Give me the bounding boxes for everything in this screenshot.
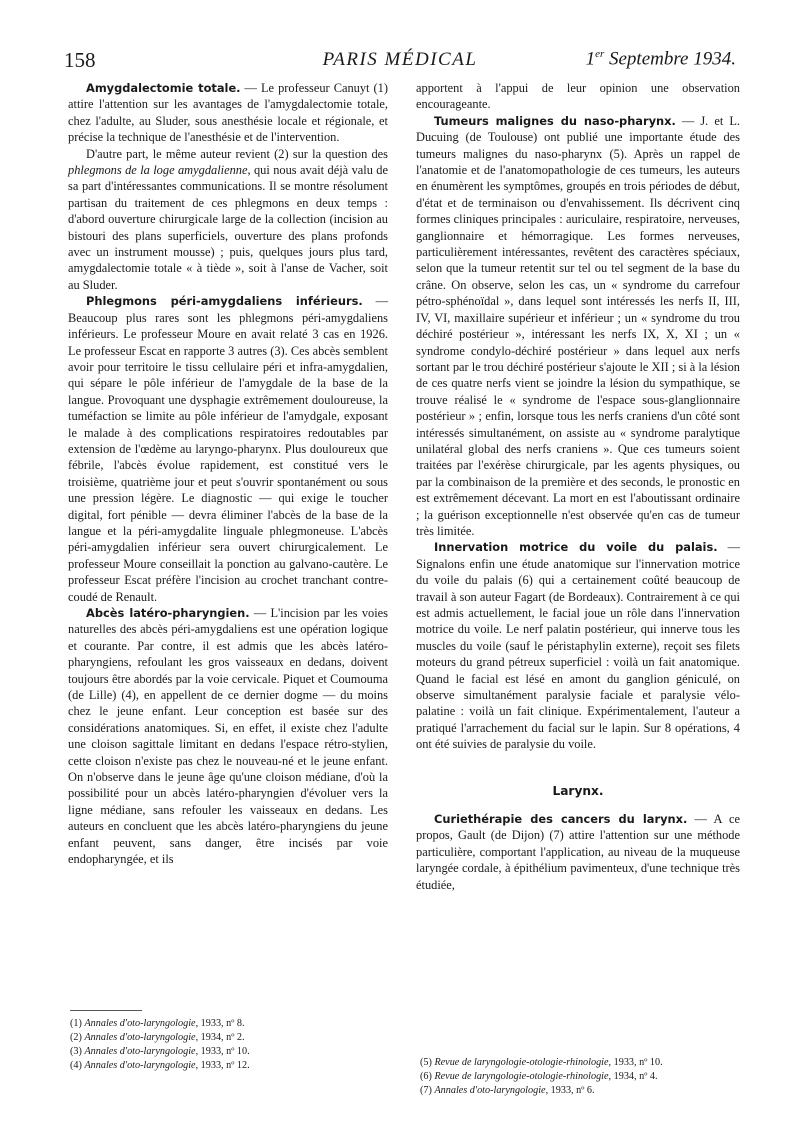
run-in-heading: Phlegmons péri-amygdaliens inférieurs.: [86, 294, 363, 309]
paragraph-abces-latero: [68, 605, 388, 868]
footnote-title: Revue de laryngologie-otologie-rhinologie: [434, 1057, 609, 1068]
footnote: [420, 1070, 740, 1084]
paragraph-phlegmons-loge: [68, 146, 388, 294]
paragraph-amygdalectomie: [68, 80, 388, 146]
footnote: [70, 1045, 370, 1059]
footnote: [420, 1056, 740, 1070]
issue-date-day: 1: [585, 48, 596, 70]
footnote-ref: , 1934, nº 2.: [195, 1032, 245, 1043]
paragraph-text: — J. et L. Ducuing (de Toulouse) ont publié une importante étude des tumeurs malignes du naso-pharynx (5). Après un rappel de l'anatomie et de l'anatomopathologie de ces tumeurs, les auteurs en énumèrent les symptômes, groupés en trois périodes de début, d'état et de terminaison ou d'envahissement. Ils décrivent cinq formes cliniques principales : auriculaire, respiratoire, nerveuses, ganglionnaire et hémorragique. Les formes nerveuses, particulièrement intéressantes, revêtent des caractères spéciaux, selon que la tumeur retentit sur tel ou tel segment de la base du crâne. On observe, selon les cas, un « syndrome du carrefour pétro-sphénoïdal », dans lequel sont intéressés les nerfs II, III, IV, VI, maxillaire supérieur et inférieur ; un « syndrome du trou déchiré postérieur », intéressant les nerfs IX, X, XI ; un « syndrome condylo-déchiré postérieur » dans lequel aux nerfs sortant par le trou déchiré postérieur s'ajoute le XII ; si à la lésion de ces quatre nerfs vient se joindre la lésion du sympathique, se trouve réalisé le « syndrome de l'espace sous-glanglionnaire postérieur » ; enfin, lorsque tous les nerfs craniens d'un côté sont intéressés simultanément, on assiste au « syndrome paralytique unilatéral global des nerfs craniens ». Que ces tumeurs soient traitées par l'exérèse chirurgicale, par les agents physiques, ou par la combinaison de la première et des seconds, le pronostic en est extrêmement décevant. La mort en est l'aboutissant ordinaire ; la guérison exceptionnelle n'est observée qu'en cas de tumeur très limitée.: [416, 113, 740, 538]
footnote-ref: , 1933, nº 8.: [195, 1018, 245, 1029]
paragraph-text: — A ce propos, Gault (de Dijon) (7) attire l'attention sur une méthode particulière, comportant l'application, au niveau de la muqueuse laryngée cordale, à épithélium pavimenteux, d'une technique très étudiée,: [416, 812, 740, 892]
footnote-number: (2): [70, 1032, 85, 1043]
footnote: [420, 1084, 740, 1098]
footnote-number: (1): [70, 1018, 85, 1029]
left-column: [68, 80, 388, 868]
footnote-ref: , 1933, nº 12.: [195, 1060, 250, 1071]
footnote-ref: , 1933, nº 6.: [545, 1085, 595, 1096]
footnote-title: Annales d'oto-laryngologie: [434, 1085, 546, 1096]
footnote-ref: , 1933, nº 10.: [608, 1057, 663, 1068]
journal-title: PARIS MÉDICAL: [322, 49, 478, 70]
paragraph-curietherapie: [416, 811, 740, 893]
paragraph-text: — Le professeur Canuyt (1) attire l'attention sur les avantages de l'amygdalectomie totale, chez l'adulte, au Sluder, sous anesthésie locale et régionale, et précise la technique de l'anesthésie et de l'intervention.: [68, 81, 388, 145]
footnote-number: (4): [70, 1060, 85, 1071]
paragraph-text: — Beaucoup plus rares sont les phlegmons péri-amygdaliens inférieurs. Le professeur Moure en avait relaté 3 cas en 1926. Le professeur Escat en rapporte 3 autres (3). Ces abcès semblent avoir pour territoire le tissu cellulaire péri et infra-amygdalien, qui sépare le pôle inférieur de l'amygdale de la base de la langue. Provoquant une dysphagie extrêmement douloureuse, la tuméfaction se limite au pôle inférieur de l'amydgale, exposant le malade à des complications respiratoires redoutables par extension de l'œdème au laryngo-pharynx. Plus douloureux que fébrile, l'abcès évolue rapidement, est constitué vers le troisième, quatrième jour et peut s'ouvrir spontanément ou sous une pression légère. Le diagnostic — qui exige le toucher digital, fort pénible — devra éliminer l'abcès de la base de la langue et la péri-amygdalite linguale phlegmoneuse. L'abcès péri-amygdalien inférieur sera ouvert chirurgicalement. Le professeur Moure conseillait la ponction au galvano-cautère. Le professeur Escat préfère l'incision au crochet tranchant contre-coudé de Renault.: [68, 294, 388, 604]
footnote-ref: , 1934, nº 4.: [608, 1071, 658, 1082]
footnote-title: Annales d'oto-laryngologie: [84, 1060, 196, 1071]
footnote-ref: , 1933, nº 10.: [195, 1046, 250, 1057]
footnotes-left: [70, 1017, 370, 1073]
paragraph-text: — L'incision par les voies naturelles des abcès péri-amygdaliens est une opération logique et courante. Par contre, il est admis que les abcès latéro-pharyngiens, refoulant les gros vaisseaux en dedans, doivent toujours être abordés par la voie cervicale. Piquet et Coumouma (de Lille) (4), en appellent de ce dernier dogme — du moins chez le jeune enfant. Leur conception est basée sur des considérations anatomiques. Si, en effet, il existe chez l'adulte une cloison sagittale limitant en dedans l'espace rétro-stylien, cette cloison n'existe pas chez le nouveau-né et le jeune enfant. On n'observe dans le jeune âge qu'une cloison médiane, d'où la possibilité pour un abcès latéro-pharyngien d'évoluer vers la ligne médiane, sans refouler les vaisseaux en dedans. Les auteurs en concluent que les abcès latéro-pharyngiens du jeune enfant peuvent, sans danger, être incisés par voie endopharyngée, et ils: [68, 606, 388, 867]
paragraph-text: , qui nous avait déjà valu de sa part d'intéressantes communications. Il se montre résolument partisan du traitement de ces phlegmons en deux temps : d'abord ouverture chirurgicale large de la collection (incision au bistouri des plans superficiels, ouverture des plans profonds avec un instrument mousse) ; puis, quelques jours plus tard, amygdalectomie totale « à tiède », soit à l'anse de Vacher, soit au Sluder.: [68, 163, 388, 292]
issue-date: [586, 48, 736, 70]
footnote: [70, 1017, 370, 1031]
page-header: [64, 48, 736, 74]
footnote-title: Revue de laryngologie-otologie-rhinologie: [434, 1071, 609, 1082]
footnotes-right: [420, 1056, 740, 1098]
paragraph-phlegmons-inferieurs: [68, 293, 388, 605]
page-number: 158: [64, 48, 96, 72]
footnote-title: Annales d'oto-laryngologie: [84, 1032, 196, 1043]
section-title-larynx: Larynx.: [552, 783, 604, 798]
footnote-title: Annales d'oto-laryngologie: [84, 1018, 196, 1029]
run-in-heading: Tumeurs malignes du naso-pharynx.: [434, 113, 676, 128]
right-column: [416, 80, 740, 893]
run-in-heading: Amygdalectomie totale.: [86, 81, 241, 95]
paragraph-text: — Signalons enfin une étude anatomique sur l'innervation motrice du voile du palais (6) qui a certainement coûté beaucoup de travail à son auteur Fagart (de Bordeaux). Contrairement à ce qui est admis actuellement, le facial joue un rôle dans l'innervation motrice du voile. Le nerf palatin postérieur, qui innerve tous les muscles du voile (sauf le péristaphylin externe), reçoit ses filets moteurs du grand pétreux superficiel : voilà un fait anatomique. Quand le facial est lésé en amont du ganglion géniculé, on observe simultanément paralysie faciale et paralysie vélo-palatine : voilà un fait clinique. Expérimentalement, l'auteur a pratiqué l'arrachement du facial sur le lapin. Sur 8 opérations, 4 ont été suivies de paralysie du voile.: [416, 540, 740, 752]
issue-date-sup: er: [595, 48, 605, 60]
paragraph-text: D'autre part, le même auteur revient (2) sur la question des: [86, 146, 388, 161]
italic-term: phlegmons de la loge amygdalienne: [68, 163, 248, 178]
footnote-title: Annales d'oto-laryngologie: [84, 1046, 196, 1057]
footnote-number: (6): [420, 1071, 435, 1082]
run-in-heading: Curiethérapie des cancers du larynx.: [434, 812, 688, 827]
run-in-heading: Innervation motrice du voile du palais.: [434, 540, 718, 555]
footnote-number: (7): [420, 1085, 435, 1096]
footnote-number: (5): [420, 1057, 435, 1068]
paragraph-tumeurs: [416, 113, 740, 540]
issue-date-rest: Septembre 1934.: [604, 48, 736, 70]
footnote: [70, 1031, 370, 1045]
paragraph-innervation: [416, 539, 740, 752]
footnote-number: (3): [70, 1046, 85, 1057]
run-in-heading: Abcès latéro-pharyngien.: [86, 606, 250, 620]
paragraph-continuation: apportent à l'appui de leur opinion une observation encourageante.: [416, 81, 740, 112]
footnote: [70, 1059, 370, 1073]
